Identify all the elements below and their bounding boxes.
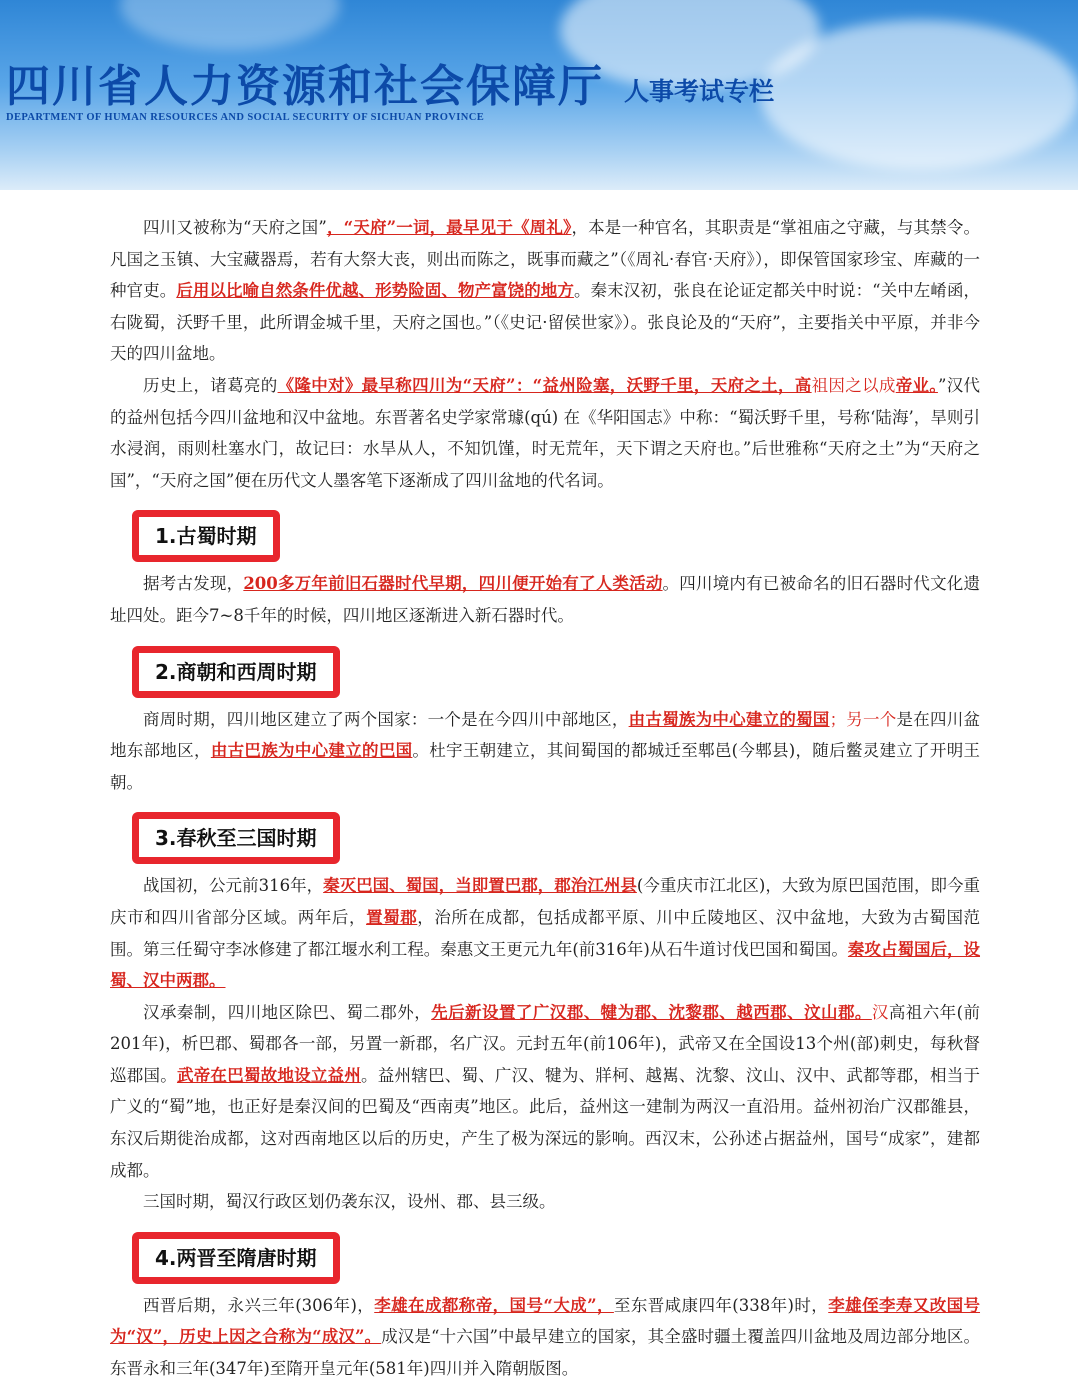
highlighted-text: 秦灭巴国、蜀国，当即置巴郡，郡治江州县 bbox=[323, 876, 637, 896]
department-english-title: DEPARTMENT OF HUMAN RESOURCES AND SOCIAL SECURITY OF SICHUAN PROVINCE bbox=[6, 112, 485, 123]
highlighted-text: 由古巴族为中心建立的巴国 bbox=[210, 741, 413, 761]
section-paragraph bbox=[110, 870, 980, 996]
section-paragraph bbox=[110, 1290, 980, 1385]
body-text: ，本是一种官名，其职责是“掌祖庙之守藏，与其禁令。凡国之玉镇、大宝藏器焉，若有大祭大丧，则出而陈之，既事而藏之”（《周礼·春官·天府》），即保管国家珍宝、库藏的一种官吏。 bbox=[110, 218, 981, 301]
section-heading: 4.两晋至隋唐时期 bbox=[132, 1232, 340, 1284]
sections bbox=[110, 496, 980, 1384]
red-text: ；另一个 bbox=[829, 709, 897, 729]
highlighted-text: 武帝在巴蜀故地设立益州 bbox=[176, 1065, 362, 1085]
cloud-decoration bbox=[120, 0, 340, 50]
highlighted-text: 《隆中对》最早称四川为“天府”：“益州险塞，沃野千里，天府之土，高 bbox=[277, 375, 812, 395]
body-text: ”汉代的益州包括今四川盆地和汉中盆地。东晋著名史学家常璩(qú) 在《华阳国志》中称：“蜀沃野千里，号称‘陆海’，旱则引水浸润，雨则杜塞水门，故记曰：水旱从人，不知饥馑，时无荒年，天下谓之天府也。”后世雅称“天府之土”为“天府之国”，“天府之国”便在历代文人墨客笔下逐渐成了四川盆地的代名词。 bbox=[110, 375, 981, 490]
body-text: 。杜宇王朝建立，其间蜀国的都城迁至郫邑(今郫县)，随后鳖灵建立了开明王朝。 bbox=[110, 741, 981, 792]
body-text: (今重庆市江北区)，大致为原巴国范围，即今重庆市和四川省部分区域。两年后， bbox=[110, 876, 981, 927]
body-text: 成汉是“十六国”中最早建立的国家，其全盛时疆土覆盖四川盆地及周边部分地区。东晋永和三年(347年)至隋开皇元年(581年)四川并入隋朝版图。 bbox=[110, 1327, 980, 1379]
body-text: 高祖六年(前201年)，析巴郡、蜀郡各一部，另置一新郡，名广汉。元封五年(前106年)，武帝又在全国设13个州(部)刺史，每秋督巡郡国。 bbox=[110, 1002, 981, 1085]
highlighted-text: 后用以比喻自然条件优越、形势险固、物产富饶的地方 bbox=[176, 281, 574, 301]
body-text: 是在四川盆地东部地区， bbox=[110, 709, 981, 761]
body-text: 历史上，诸葛亮的 bbox=[143, 375, 278, 395]
body-text: 至东晋咸康四年(338年)时， bbox=[613, 1295, 829, 1315]
red-text: 祖因之以成 bbox=[811, 375, 896, 395]
section-paragraph bbox=[110, 997, 980, 1187]
body-text: 。秦末汉初，张良在论证定都关中时说：“关中左崤函，右陇蜀，沃野千里，此所谓金城千里，天府之国也。”（《史记·留侯世家》）。张良论及的“天府”，主要指关中平原，并非今天的四川盆地。 bbox=[110, 281, 981, 364]
article-body bbox=[110, 212, 980, 1385]
section-paragraph bbox=[110, 1186, 980, 1218]
highlighted-text: 先后新设置了广汉郡、犍为郡、沈黎郡、越西郡、汶山郡。 bbox=[431, 1002, 872, 1022]
highlighted-text: 由古蜀族为中心建立的蜀国 bbox=[628, 709, 830, 729]
body-text: 西晋后期，永兴三年(306年)， bbox=[143, 1295, 375, 1315]
section-heading: 1.古蜀时期 bbox=[132, 510, 280, 562]
highlighted-text: ，“天府”一词，最早见于《周礼》 bbox=[326, 218, 572, 237]
section-paragraph bbox=[110, 568, 980, 631]
red-text: 汉 bbox=[871, 1002, 889, 1022]
highlighted-text: 李雄在成都称帝，国号“大成”， bbox=[374, 1295, 614, 1315]
section-paragraph bbox=[110, 704, 980, 799]
body-text: 四川又被称为“天府之国” bbox=[143, 218, 327, 237]
highlighted-text: 置蜀郡 bbox=[366, 907, 418, 927]
body-text: 商周时期，四川地区建立了两个国家：一个是在今四川中部地区， bbox=[143, 709, 629, 729]
body-text: 据考古发现， bbox=[143, 574, 244, 594]
intro-paragraph bbox=[110, 370, 980, 496]
highlighted-text: 帝业。 bbox=[895, 375, 938, 395]
body-text: ，治所在成都，包括成都平原、川中丘陵地区、汉中盆地，大致为古蜀国范围。第三任蜀守李冰修建了都江堰水利工程。秦惠文王更元九年(前316年)从石牛道讨伐巴国和蜀国。 bbox=[110, 907, 981, 959]
header-banner bbox=[0, 0, 1078, 190]
intro-paragraph bbox=[110, 212, 980, 370]
body-text: 。四川境内有已被命名的旧石器时代文化遗址四处。距今7~8千年的时候，四川地区逐渐进入新石器时代。 bbox=[110, 574, 981, 625]
body-text: 。益州辖巴、蜀、广汉、犍为、牂柯、越嶲、沈黎、汶山、汉中、武都等郡，相当于广义的“蜀”地，也正好是秦汉间的巴蜀及“西南夷”地区。此后，益州这一建制为两汉一直沿用。益州初治广汉郡雒县，东汉后期徙治成都，这对西南地区以后的历史，产生了极为深远的影响。西汉末，公孙述占据益州，国号“成家”，建都成都。 bbox=[110, 1065, 981, 1180]
cloud-decoration bbox=[760, 20, 1078, 170]
section-heading: 2.商朝和西周时期 bbox=[132, 646, 340, 698]
section-heading: 3.春秋至三国时期 bbox=[132, 812, 340, 864]
highlighted-text: 秦攻占蜀国后，设蜀、汉中两郡。 bbox=[110, 939, 981, 991]
body-text: 汉承秦制，四川地区除巴、蜀二郡外， bbox=[143, 1002, 432, 1022]
department-title: 四川省人力资源和社会保障厅 bbox=[6, 61, 604, 112]
highlighted-text: 200多万年前旧石器时代早期，四川便开始有了人类活动 bbox=[243, 574, 663, 594]
highlighted-text: 李雄侄李寿又改国号为“汉”，历史上因之合称为“成汉”。 bbox=[110, 1295, 981, 1347]
body-text: 战国初，公元前316年， bbox=[143, 876, 324, 896]
column-title: 人事考试专栏 bbox=[624, 77, 775, 106]
body-text: 三国时期，蜀汉行政区划仍袭东汉，设州、郡、县三级。 bbox=[143, 1192, 556, 1212]
